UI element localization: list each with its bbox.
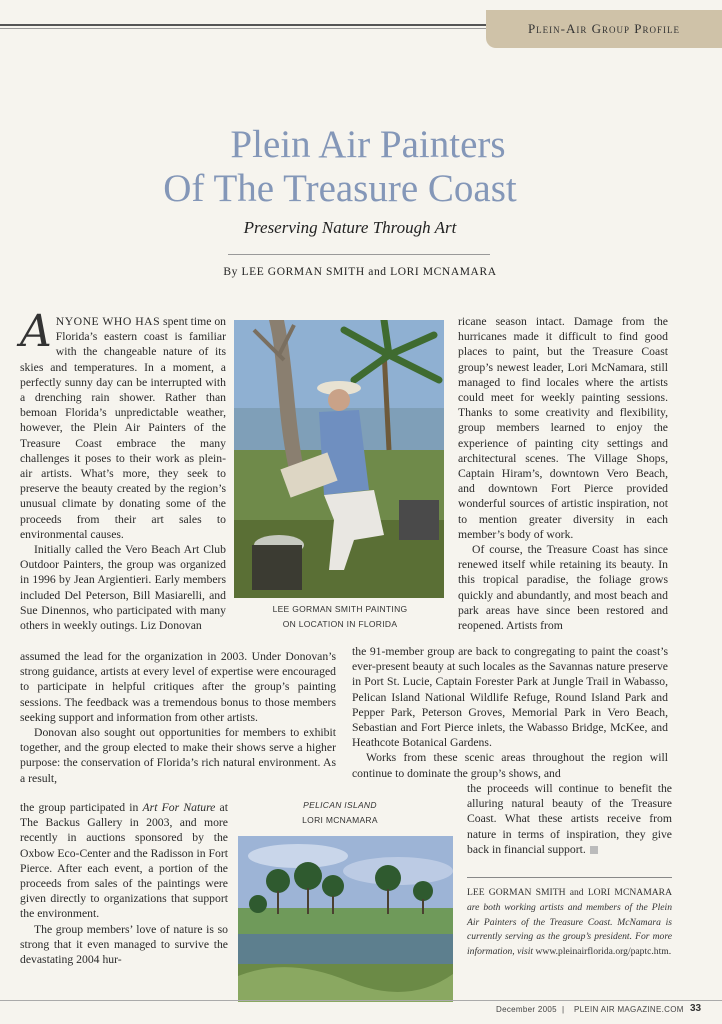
column-left-lower [20, 800, 228, 967]
lead-paragraph [20, 306, 227, 542]
column-left-wide [20, 649, 336, 786]
exhibits-text-a: the group participated in [20, 801, 143, 814]
photo2-caption-line2: LORI MCNAMARA [302, 815, 378, 825]
closing-text: the proceeds will continue to benefit the alluring natural beauty of the Treasure Coast. What these artists receive from nature in terms of inspiration, they give back in financial support. [467, 782, 672, 856]
article-title-line1: Plein Air Painters [230, 123, 506, 166]
article-subtitle: Preserving Nature Through Art [243, 218, 457, 237]
photo1-caption [258, 604, 422, 629]
paragraph-closing [467, 781, 672, 857]
section-tab: Plein-Air Group Profile [486, 10, 722, 48]
photo2-caption [270, 800, 410, 825]
paragraph-renewal: Of course, the Treasure Coast has since renewed itself while retaining its beauty. In this tropical paradise, the foliage grows quickly and abundantly, and most beach and park areas have since been restored and reopened. Artists from [458, 543, 668, 633]
author-bio [467, 886, 672, 960]
paragraph-history-cont: assumed the lead for the organization in 2003. Under Donovan’s strong guidance, artists at every level of expertise were encouraged to participate in helpful critiques after the group’s painting sessions. The feedback was a tremendous bonus to those members seeking support and information from other artists. [20, 650, 336, 724]
bio-rule [467, 877, 672, 878]
pelican-island-image [238, 836, 453, 1002]
header-rule [0, 24, 486, 26]
artist-painting-image [234, 320, 444, 598]
exhibit-title: Art For Nature [142, 801, 216, 814]
footer-magazine: PLEIN AIR MAGAZINE.COM [574, 1005, 684, 1014]
header-rule-thin [0, 28, 486, 29]
bio-text: are both working artists and members of the Plein Air Painters of the Treasure Coast. McNamara is currently serving as the group’s president. For more information, visit [467, 901, 672, 958]
paragraph-exhibits-cont [20, 800, 228, 922]
paragraph-history: Initially called the Vero Beach Art Club Outdoor Painters, the group was organized in 1996 by Jean Argientieri. Early members included Del Peterson, Bill Masiarelli, and Sue Dinennos, who participated with many others in weekly outings. Liz Donovan [20, 543, 226, 633]
paragraph-works: Works from these scenic areas throughout the region will continue to dominate the group’s shows, and [352, 751, 668, 780]
lead-paragraph-text: spent time on Florida’s eastern coast is familiar with the changeable nature of its skies and temperatures. In a moment, a perfectly sunny day can be interrupted with a drenching rain shower. Rather than bemoan Florida’s unpredictable weather, however, the Plein Air Painters of the Treasure Coast embrace the many challenges it poses to their work as plein-air artists. What’s more, they seek to preserve the beauty created by the region’s unusual climate by donating some of the proceeds from their art sales to environmental causes. [20, 315, 227, 541]
photo1-caption-line1: LEE GORMAN SMITH PAINTING [272, 604, 408, 614]
painting-pelican-island [238, 836, 453, 1002]
photo2-caption-line1: PELICAN ISLAND [303, 800, 377, 810]
footer-rule [0, 1000, 722, 1001]
footer-date: December 2005 [496, 1005, 557, 1014]
paragraph-locales: the 91-member group are back to congregating to paint the coast’s ever-present beauty at such locales as the Savannas nature preserve in Port St. Lucie, Captain Forester Park at Jungle Trail in Wabasso, Pelican Island National Wildlife Refuge, Round Island Park and Pepper Park, Peterson Groves, Memorial Park in Vero Beach, Sebastian and Fort Pierce inlets, the Wabasso Bridge, McKee, and Heathcote Botanical Gardens. [352, 645, 668, 750]
paragraph-exhibits: Donovan also sought out opportunities for members to exhibit together, and the group elected to make their shows serve a higher purpose: the conservation of Florida’s rich natural environment. As a result, [20, 726, 336, 785]
byline: By LEE GORMAN SMITH and LORI MCNAMARA [223, 266, 497, 278]
article-title-line2: Of The Treasure Coast [163, 167, 517, 210]
bio-names: LEE GORMAN SMITH and LORI MCNAMARA [467, 887, 672, 898]
page-number: 33 [690, 1003, 702, 1014]
column-left-upper [20, 306, 227, 633]
drop-cap: A [20, 306, 52, 357]
column-right-lower [467, 781, 672, 857]
paragraph-love-of-nature: The group members’ love of nature is so strong that it even managed to survive the devastating 2004 hur- [20, 922, 228, 967]
column-right-wide [352, 644, 668, 781]
column-right-upper [458, 314, 668, 633]
paragraph-hurricane: ricane season intact. Damage from the hurricanes made it difficult to find good places to paint, but the Treasure Coast group’s newest leader, Lori McNamara, still managed to find locales where the artists could meet for weekly painting sessions. Thanks to some creativity and flexibility, group members learned to enjoy the experience of painting city settings and architectural scenes. The Village Shops, Captain Hiram’s, downtown Vero Beach, and downtown Fort Pierce provided wonderful sources of artistic inspiration, not to mention greater diversity in each member’s body of work. [458, 315, 668, 541]
photo1-caption-line2: ON LOCATION IN FLORIDA [282, 619, 398, 629]
end-mark-icon [590, 846, 598, 854]
bio-url[interactable]: www.pleinairflorida.org/paptc.htm. [535, 946, 672, 958]
photo-artist-painting [234, 320, 444, 598]
lead-smallcaps: NYONE WHO HAS [55, 315, 161, 328]
footer-separator: | [562, 1005, 565, 1014]
subtitle-rule [228, 254, 490, 255]
exhibits-text-b: at The Backus Gallery in 2003, and more recently in auctions sponsored by the Oxbow Eco-Center and the Radisson in Fort Pierce. After each event, a portion of the proceeds from sales of the paintings were given directly to organizations that support the environment. [20, 801, 228, 921]
